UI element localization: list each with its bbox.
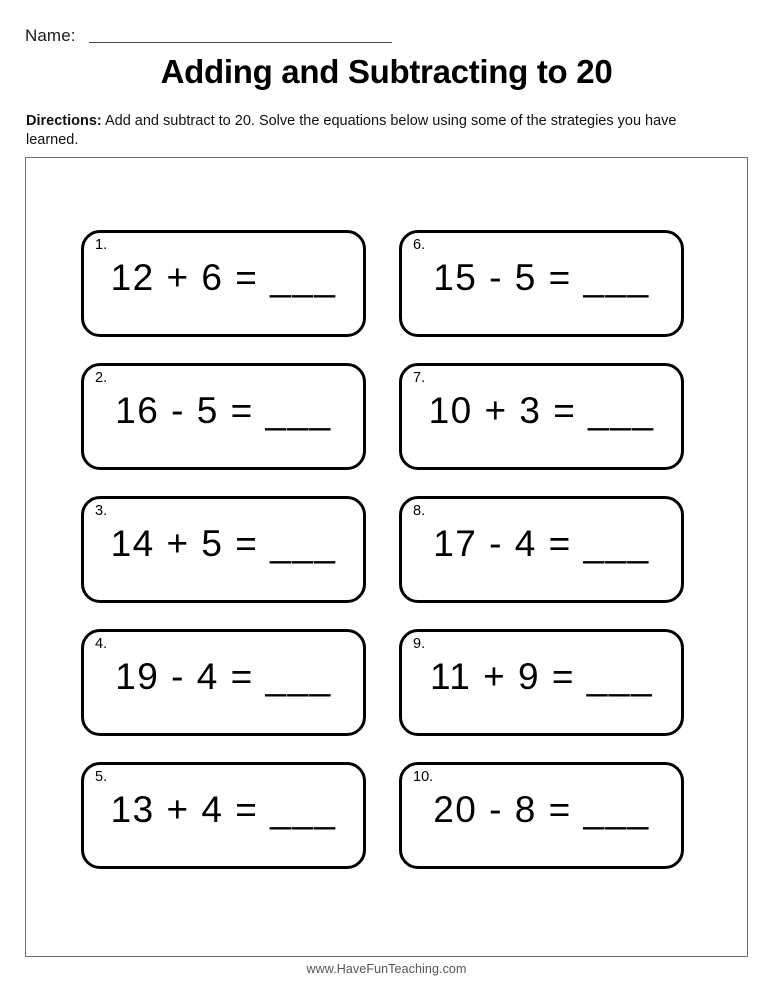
problem-box[interactable] bbox=[81, 363, 366, 470]
problem-number: 6. bbox=[413, 237, 426, 253]
problem-number: 7. bbox=[413, 370, 426, 386]
directions-paragraph bbox=[26, 112, 726, 150]
problem-box[interactable] bbox=[399, 230, 684, 337]
problem-equation[interactable]: 20 - 8 = ___ bbox=[433, 789, 650, 830]
directions-text: Add and subtract to 20. Solve the equations below using some of the strategies you have learned. bbox=[26, 113, 677, 148]
name-label: Name: bbox=[25, 26, 76, 45]
problem-box[interactable] bbox=[399, 363, 684, 470]
problem-equation[interactable]: 11 + 9 = ___ bbox=[429, 656, 654, 697]
problem-equation[interactable]: 17 - 4 = ___ bbox=[433, 523, 650, 564]
problem-number: 2. bbox=[95, 370, 108, 386]
problem-box[interactable] bbox=[399, 762, 684, 869]
problem-number: 1. bbox=[95, 237, 108, 253]
problem-number: 8. bbox=[413, 503, 426, 519]
problem-box[interactable] bbox=[81, 762, 366, 869]
name-write-in-line[interactable] bbox=[89, 42, 392, 43]
problem-number: 5. bbox=[95, 769, 108, 785]
name-row bbox=[25, 22, 725, 46]
problem-number: 4. bbox=[95, 636, 108, 652]
problem-box[interactable] bbox=[81, 629, 366, 736]
page-title: Adding and Subtracting to 20 bbox=[160, 53, 613, 90]
problem-equation[interactable]: 10 + 3 = ___ bbox=[428, 390, 655, 431]
problem-box[interactable] bbox=[81, 496, 366, 603]
problem-equation[interactable]: 19 - 4 = ___ bbox=[115, 656, 332, 697]
directions-label: Directions: bbox=[26, 113, 102, 129]
problem-equation[interactable]: 14 + 5 = ___ bbox=[110, 523, 337, 564]
problem-box[interactable] bbox=[81, 230, 366, 337]
problem-equation[interactable]: 12 + 6 = ___ bbox=[110, 257, 337, 298]
problem-equation[interactable]: 13 + 4 = ___ bbox=[110, 789, 337, 830]
footer-website: www.HaveFunTeaching.com bbox=[306, 962, 467, 976]
problem-grid bbox=[81, 230, 684, 875]
problem-number: 3. bbox=[95, 503, 108, 519]
problem-equation[interactable]: 15 - 5 = ___ bbox=[433, 257, 650, 298]
problem-number: 10. bbox=[413, 769, 434, 785]
problem-equation[interactable]: 16 - 5 = ___ bbox=[115, 390, 332, 431]
problem-box[interactable] bbox=[399, 629, 684, 736]
problem-box[interactable] bbox=[399, 496, 684, 603]
problem-number: 9. bbox=[413, 636, 426, 652]
